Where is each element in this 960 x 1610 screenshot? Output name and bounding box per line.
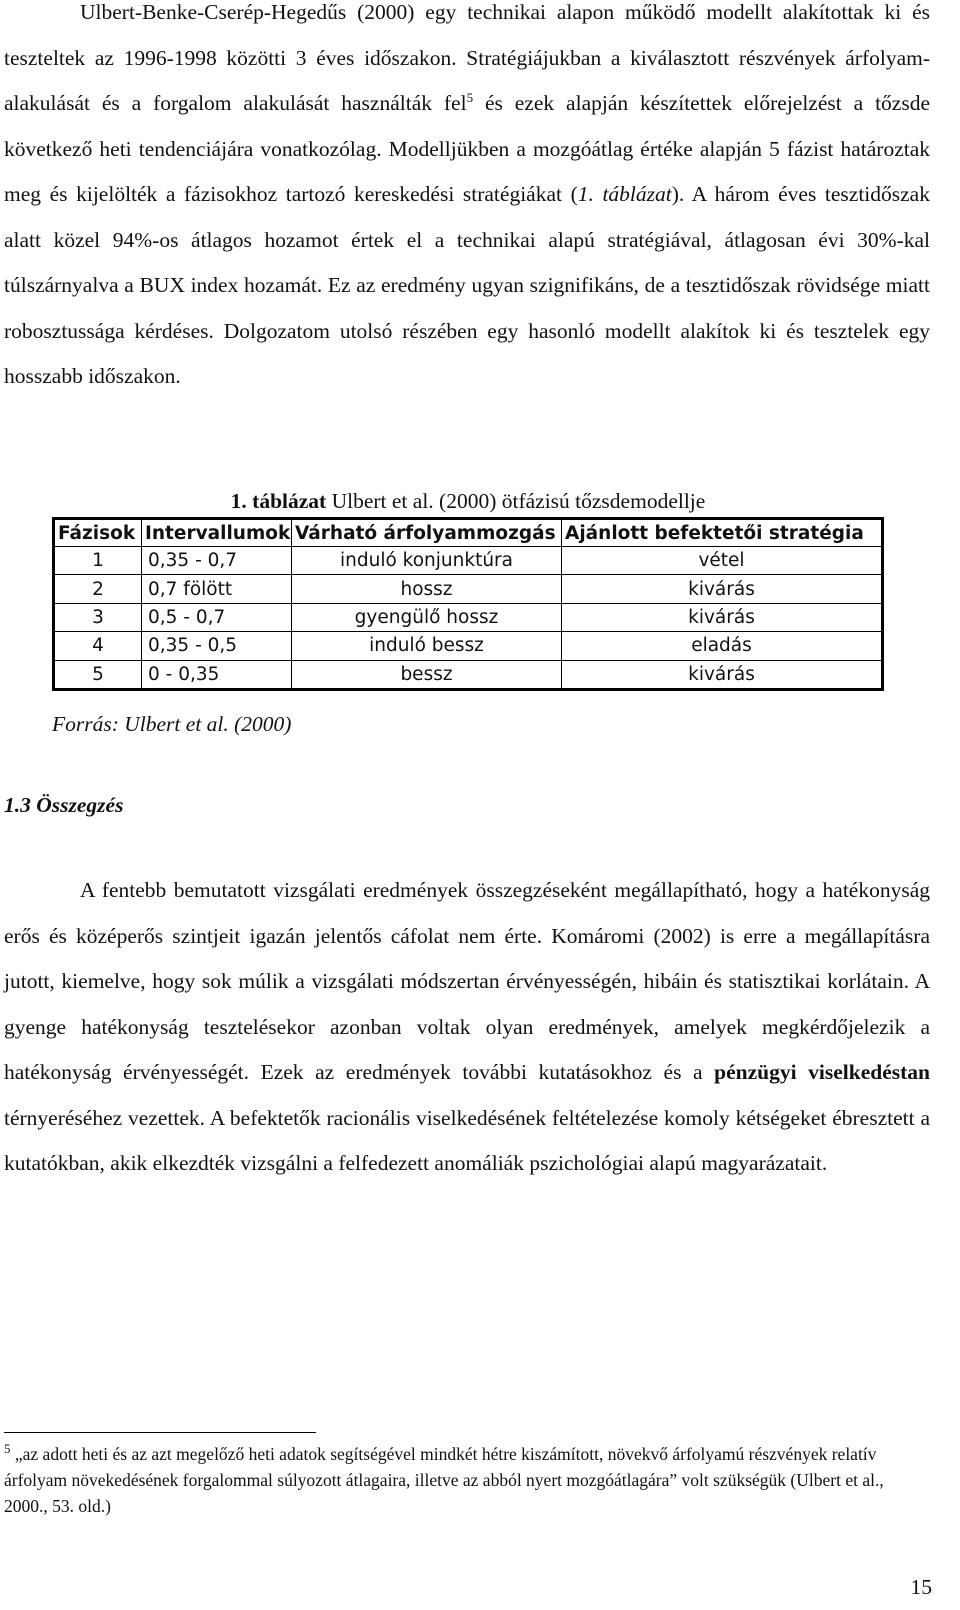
- cell-movement: gyengülő hossz: [292, 603, 562, 631]
- cell-interval: 0,35 - 0,7: [142, 547, 292, 575]
- cell-interval: 0,7 fölött: [142, 575, 292, 603]
- table-caption-number: 1. táblázat: [230, 489, 327, 513]
- header-intervals: Intervallumok: [142, 519, 292, 547]
- bold-term: pénzügyi viselkedéstan: [714, 1060, 930, 1084]
- page-number: 15: [910, 1575, 932, 1599]
- paragraph-1-text-b: és ezek alapján készítettek előrejelzést a tőzsde következő heti tendenciájára vonatkozólag. Modelljükben a mozgóátlag értéke alapján 5 fázist határoztak meg és kijelölték a fázisokhoz tartozó kereskedési stratégiákat (: [4, 91, 930, 206]
- paragraph-1-text-a: Ulbert-Benke-Cserép-Hegedűs (2000) egy technikai alapon működő modellt alakítottak ki és teszteltek az 1996-1998 közötti 3 éves időszakon. Stratégiájukban a kiválasztott részvények árfolyam-alakulását és a forgalom alakulását használták fel: [4, 0, 930, 115]
- cell-strategy: vétel: [562, 547, 883, 575]
- table-caption-text: Ulbert et al. (2000) ötfázisú tőzsdemodellje: [326, 489, 706, 513]
- cell-interval: 0 - 0,35: [142, 660, 292, 690]
- header-phases: Fázisok: [54, 519, 142, 547]
- cell-strategy: kivárás: [562, 603, 883, 631]
- footnote-reference[interactable]: 5: [466, 89, 474, 105]
- footnote-text: „az adott heti és az azt megelőző heti adatok segítségével mindkét hétre kiszámított, növekvő árfolyamú részvények relatív árfolyam növekedésének forgalommal súlyozott átlagaira, illetve az abból nyert mozgóátlagára” volt szükségük (Ulbert et al., 2000., 53. old.): [4, 1444, 884, 1516]
- paragraph-2-text-b: térnyeréséhez vezettek. A befektetők racionális viselkedésének feltételezése komoly kétségeket ébresztett a kutatókban, akik elkezdték vizsgálni a felfedezett anomáliák pszichológiai alapú magyarázatait.: [4, 1105, 930, 1175]
- cell-interval: 0,35 - 0,5: [142, 632, 292, 660]
- footnote: [4, 1441, 926, 1519]
- table-header-row: [54, 519, 883, 547]
- cell-strategy: kivárás: [562, 575, 883, 603]
- table-source: Forrás: Ulbert et al. (2000): [52, 712, 292, 736]
- cell-movement: hossz: [292, 575, 562, 603]
- cell-strategy: kivárás: [562, 660, 883, 690]
- table-reference: 1. táblázat: [577, 182, 672, 206]
- table-row: [54, 603, 883, 631]
- table-caption: [0, 484, 936, 518]
- footnote-separator: [4, 1432, 316, 1433]
- cell-strategy: eladás: [562, 632, 883, 660]
- table-row: [54, 547, 883, 575]
- cell-phase: 1: [54, 547, 142, 575]
- table-row: [54, 660, 883, 690]
- table-row: [54, 632, 883, 660]
- cell-movement: bessz: [292, 660, 562, 690]
- body-paragraph-1: [4, 0, 930, 400]
- cell-phase: 4: [54, 632, 142, 660]
- footnote-number: 5: [4, 1441, 11, 1457]
- body-paragraph-2: [4, 868, 930, 1187]
- header-recommended-strategy: Ajánlott befektetői stratégia: [562, 519, 883, 547]
- table-row: [54, 575, 883, 603]
- cell-phase: 2: [54, 575, 142, 603]
- paragraph-1-text-c: ). A három éves tesztidőszak alatt közel 94%-os átlagos hozamot értek el a technikai alapú stratégiával, átlagosan évi 30%-kal túlszárnyalva a BUX index hozamát. Ez az eredmény ugyan szignifikáns, de a tesztidőszak rövidsége miatt robosztussága kérdéses. Dolgozatom utolsó részében egy hasonló modellt alakítok ki és tesztelek egy hosszabb időszakon.: [4, 182, 930, 388]
- paragraph-2-text-a: A fentebb bemutatott vizsgálati eredmények összegzéseként megállapítható, hogy a hatékonyság erős és középerős szintjeit igazán jelentős cáfolat nem érte. Komáromi (2002) is erre a megállapításra jutott, kiemelve, hogy sok múlik a vizsgálati módszertan érvényességén, hibáin és statisztikai korlátain. A gyenge hatékonyság tesztelésekor azonban voltak olyan eredmények, amelyek megkérdőjelezik a hatékonyság érvényességét. Ezek az eredmények további kutatásokhoz és a: [4, 878, 930, 1084]
- cell-movement: induló konjunktúra: [292, 547, 562, 575]
- cell-interval: 0,5 - 0,7: [142, 603, 292, 631]
- section-heading: 1.3 Összegzés: [4, 793, 124, 817]
- header-expected-movement: Várható árfolyammozgás: [292, 519, 562, 547]
- phase-table: [52, 517, 884, 691]
- cell-phase: 5: [54, 660, 142, 690]
- cell-phase: 3: [54, 603, 142, 631]
- cell-movement: induló bessz: [292, 632, 562, 660]
